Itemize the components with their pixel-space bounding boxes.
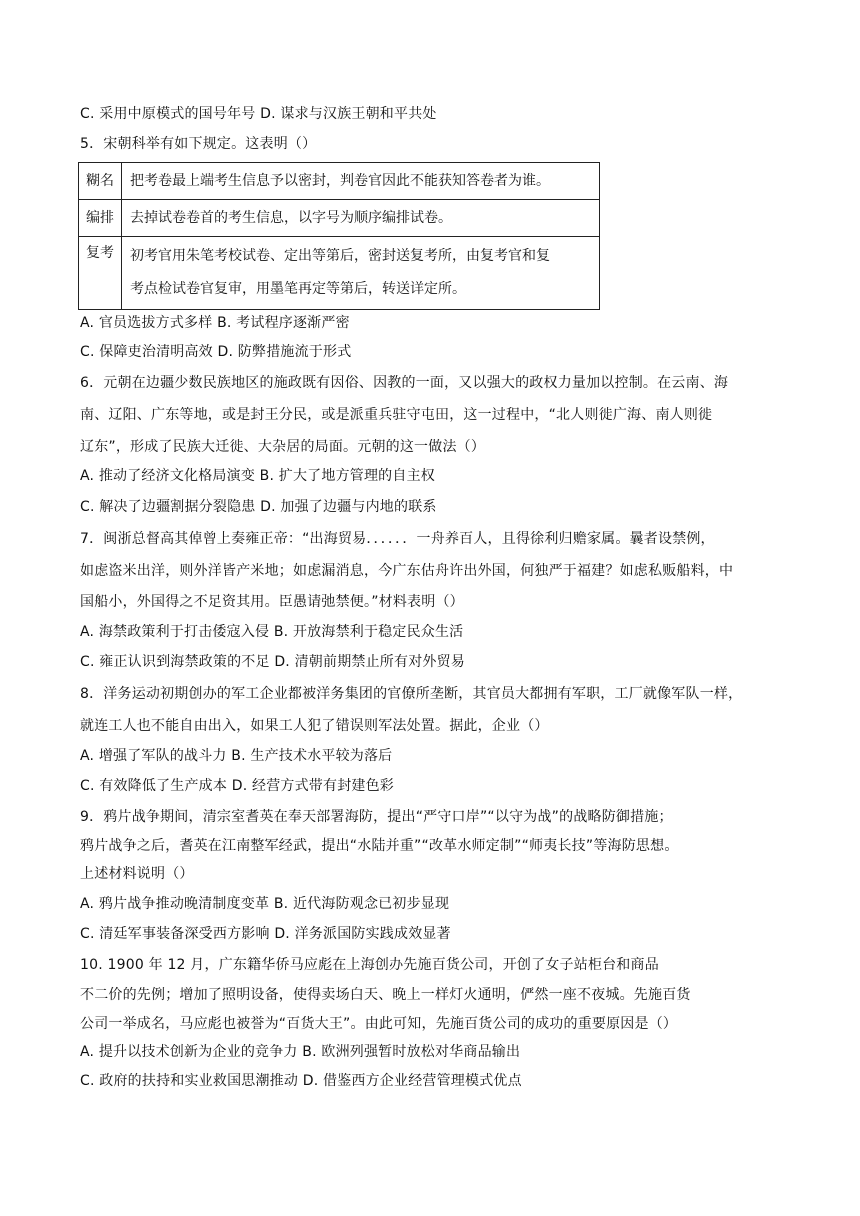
table-row — [79, 237, 600, 310]
option-line: A. 海禁政策利于打击倭寇入侵 B. 开放海禁利于稳定民众生活 — [80, 624, 464, 640]
question-7-stem: 7．闽浙总督高其倬曾上奏雍正帝：“出海贸易．．．．．．一舟养百人，且得徐利归赡家属。曩者设禁例， — [80, 531, 715, 547]
option-line: A. 官员选拔方式多样 B. 考试程序逐渐严密 — [80, 315, 350, 331]
option-line: A. 推动了经济文化格局演变 B. 扩大了地方管理的自主权 — [80, 468, 435, 484]
table-row — [79, 163, 600, 200]
question-8-stem: 就连工人也不能自由出入，如果工人犯了错误则军法处置。据此，企业（） — [80, 718, 549, 734]
question-5-stem: 5．宋朝科举有如下规定。这表明（） — [80, 136, 317, 152]
question-8-stem: 8．洋务运动初期创办的军工企业都被洋务集团的官僚所垄断，其官员大都拥有军职，工厂就像军队一样， — [80, 686, 743, 702]
question-10-stem: 不二价的先例；增加了照明设备，使得卖场白天、晚上一样灯火通明，俨然一座不夜城。先施百货 — [80, 987, 691, 1003]
option-line: C. 雍正认识到海禁政策的不足 D. 清朝前期禁止所有对外贸易 — [80, 654, 466, 670]
table-value-cell — [122, 237, 600, 310]
table-value-line: 初考官用朱笔考校试卷、定出等第后，密封送复考所，由复考官和复 — [130, 248, 550, 264]
question-10-stem: 10. 1900 年 12 月，广东籍华侨马应彪在上海创办先施百货公司，开创了女子站柜台和商品 — [80, 957, 659, 973]
question-10-stem: 公司一举成名，马应彪也被誉为“百货大王”。由此可知，先施百货公司的成功的重要原因是（） — [80, 1016, 678, 1032]
question-7-stem: 国船小，外国得之不足资其用。臣愚请弛禁便。”材料表明（） — [80, 594, 464, 610]
question-7-stem: 如虑盗米出洋，则外洋皆产米地；如虑漏消息，今广东估舟许出外国，何独严于福建？如虑私贩船料，中 — [80, 563, 734, 579]
option-line: C. 解决了边疆割据分裂隐患 D. 加强了边疆与内地的联系 — [80, 499, 437, 515]
option-line: C. 有效降低了生产成本 D. 经营方式带有封建色彩 — [80, 778, 395, 794]
option-line: C. 政府的扶持和实业救国思潮推动 D. 借鉴西方企业经营管理模式优点 — [80, 1073, 522, 1089]
text-line: C. 采用中原模式的国号年号 D. 谋求与汉族王朝和平共处 — [80, 106, 437, 122]
question-9-stem: 9．鸦片战争期间，清宗室耆英在奉天部署海防，提出“严守口岸”“以守为战”的战略防御措施； — [80, 809, 673, 825]
table-key-cell: 编排 — [79, 200, 122, 237]
table-value-cell: 把考卷最上端考生信息予以密封，判卷官因此不能获知答卷者为谁。 — [122, 163, 600, 200]
table-value-cell: 去掉试卷卷首的考生信息，以字号为顺序编排试卷。 — [122, 200, 600, 237]
option-line: C. 清廷军事装备深受西方影响 D. 洋务派国防实践成效显著 — [80, 926, 451, 942]
keju-rules-table — [78, 162, 600, 310]
option-line: C. 保障吏治清明高效 D. 防弊措施流于形式 — [80, 344, 352, 360]
question-6-stem: 6．元朝在边疆少数民族地区的施政既有因俗、因教的一面，又以强大的政权力量加以控制。在云南、海 — [80, 375, 729, 391]
question-9-stem: 鸦片战争之后，耆英在江南整军经武，提出“水陆并重”“改革水师定制”“师夷长技”等海防思想。 — [80, 838, 679, 854]
table-value-line: 考点检试卷官复审，用墨笔再定等第后，转送详定所。 — [130, 281, 466, 297]
option-line: A. 鸦片战争推动晚清制度变革 B. 近代海防观念已初步显现 — [80, 896, 450, 912]
question-6-stem: 辽东”，形成了民族大迁徙、大杂居的局面。元朝的这一做法（） — [80, 439, 486, 455]
option-line: A. 增强了军队的战斗力 B. 生产技术水平较为落后 — [80, 748, 393, 764]
option-line: A. 提升以技术创新为企业的竞争力 B. 欧洲列强暂时放松对华商品输出 — [80, 1044, 521, 1060]
question-9-stem: 上述材料说明（） — [80, 866, 194, 882]
table-key-cell: 糊名 — [79, 163, 122, 200]
question-6-stem: 南、辽阳、广东等地，或是封王分民，或是派重兵驻守屯田，这一过程中，“北人则徙广海、南人则徙 — [80, 407, 713, 423]
table-key-cell: 复考 — [79, 237, 122, 310]
table-row — [79, 200, 600, 237]
